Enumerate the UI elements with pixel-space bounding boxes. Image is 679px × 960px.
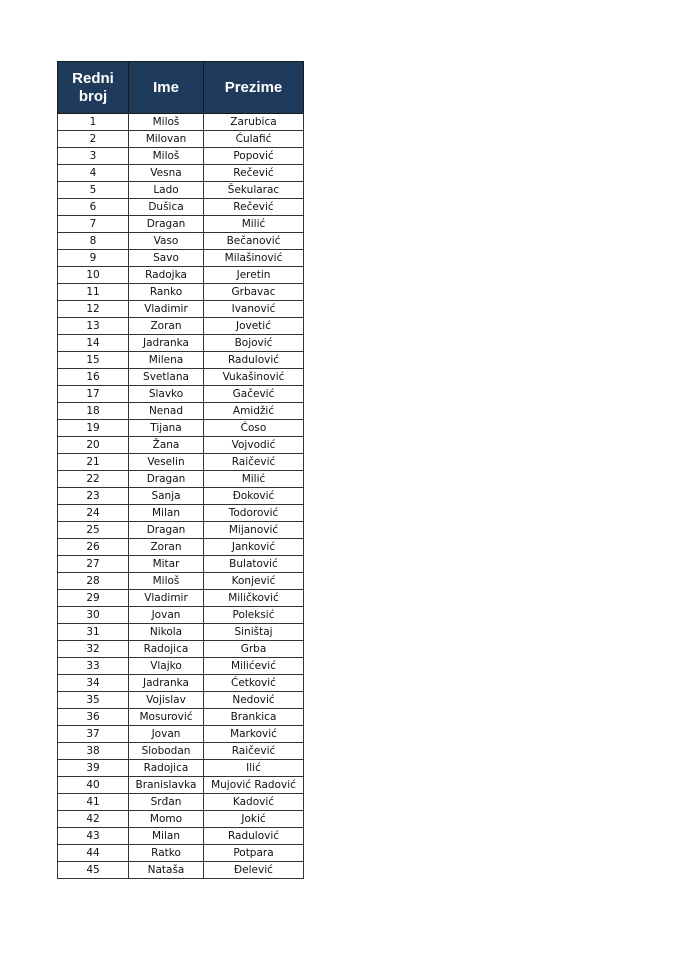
cell-redni-broj: 2 bbox=[58, 131, 129, 148]
cell-prezime: Zarubica bbox=[204, 114, 304, 131]
cell-prezime: Milašinović bbox=[204, 250, 304, 267]
cell-redni-broj: 9 bbox=[58, 250, 129, 267]
cell-redni-broj: 14 bbox=[58, 335, 129, 352]
table-row bbox=[58, 301, 304, 318]
table-row bbox=[58, 335, 304, 352]
cell-prezime: Milić bbox=[204, 216, 304, 233]
table-row bbox=[58, 522, 304, 539]
table-row bbox=[58, 403, 304, 420]
cell-ime: Zoran bbox=[129, 318, 204, 335]
cell-ime: Dragan bbox=[129, 471, 204, 488]
cell-prezime: Radulović bbox=[204, 352, 304, 369]
cell-ime: Lado bbox=[129, 182, 204, 199]
cell-redni-broj: 26 bbox=[58, 539, 129, 556]
cell-prezime: Radulović bbox=[204, 828, 304, 845]
table-row bbox=[58, 607, 304, 624]
cell-ime: Zoran bbox=[129, 539, 204, 556]
cell-redni-broj: 18 bbox=[58, 403, 129, 420]
cell-ime: Jadranka bbox=[129, 675, 204, 692]
table-row bbox=[58, 845, 304, 862]
cell-prezime: Đoković bbox=[204, 488, 304, 505]
cell-ime: Milan bbox=[129, 828, 204, 845]
table-row bbox=[58, 182, 304, 199]
table-row bbox=[58, 267, 304, 284]
cell-redni-broj: 45 bbox=[58, 862, 129, 879]
cell-redni-broj: 21 bbox=[58, 454, 129, 471]
cell-ime: Jovan bbox=[129, 607, 204, 624]
cell-ime: Sanja bbox=[129, 488, 204, 505]
cell-prezime: Grbavac bbox=[204, 284, 304, 301]
cell-ime: Dragan bbox=[129, 522, 204, 539]
table-row bbox=[58, 114, 304, 131]
cell-redni-broj: 42 bbox=[58, 811, 129, 828]
cell-ime: Milovan bbox=[129, 131, 204, 148]
cell-redni-broj: 6 bbox=[58, 199, 129, 216]
cell-redni-broj: 7 bbox=[58, 216, 129, 233]
table-row bbox=[58, 250, 304, 267]
cell-prezime: Popović bbox=[204, 148, 304, 165]
cell-prezime: Raičević bbox=[204, 454, 304, 471]
table-body bbox=[58, 114, 304, 879]
cell-prezime: Todorović bbox=[204, 505, 304, 522]
table-row bbox=[58, 318, 304, 335]
table-row bbox=[58, 556, 304, 573]
cell-prezime: Vojvodić bbox=[204, 437, 304, 454]
cell-ime: Momo bbox=[129, 811, 204, 828]
cell-ime: Svetlana bbox=[129, 369, 204, 386]
cell-prezime: Rečević bbox=[204, 165, 304, 182]
cell-redni-broj: 37 bbox=[58, 726, 129, 743]
cell-redni-broj: 19 bbox=[58, 420, 129, 437]
table-row bbox=[58, 216, 304, 233]
cell-prezime: Poleksić bbox=[204, 607, 304, 624]
cell-ime: Tijana bbox=[129, 420, 204, 437]
cell-redni-broj: 17 bbox=[58, 386, 129, 403]
cell-ime: Srđan bbox=[129, 794, 204, 811]
cell-prezime: Brankica bbox=[204, 709, 304, 726]
cell-ime: Milena bbox=[129, 352, 204, 369]
cell-redni-broj: 35 bbox=[58, 692, 129, 709]
cell-redni-broj: 8 bbox=[58, 233, 129, 250]
table-row bbox=[58, 811, 304, 828]
cell-prezime: Kadović bbox=[204, 794, 304, 811]
table-row bbox=[58, 539, 304, 556]
table-row bbox=[58, 862, 304, 879]
cell-prezime: Šekularac bbox=[204, 182, 304, 199]
cell-ime: Vesna bbox=[129, 165, 204, 182]
cell-redni-broj: 34 bbox=[58, 675, 129, 692]
cell-redni-broj: 29 bbox=[58, 590, 129, 607]
cell-ime: Dušica bbox=[129, 199, 204, 216]
cell-prezime: Rečević bbox=[204, 199, 304, 216]
table-row bbox=[58, 488, 304, 505]
cell-ime: Savo bbox=[129, 250, 204, 267]
table-row bbox=[58, 386, 304, 403]
cell-prezime: Konjević bbox=[204, 573, 304, 590]
cell-prezime: Marković bbox=[204, 726, 304, 743]
header-prezime: Prezime bbox=[204, 62, 304, 114]
table-row bbox=[58, 199, 304, 216]
table-row bbox=[58, 794, 304, 811]
table-row bbox=[58, 284, 304, 301]
cell-ime: Dragan bbox=[129, 216, 204, 233]
cell-redni-broj: 44 bbox=[58, 845, 129, 862]
cell-ime: Mosurović bbox=[129, 709, 204, 726]
table-row bbox=[58, 590, 304, 607]
cell-redni-broj: 20 bbox=[58, 437, 129, 454]
cell-prezime: Grba bbox=[204, 641, 304, 658]
cell-ime: Jovan bbox=[129, 726, 204, 743]
table-row bbox=[58, 471, 304, 488]
cell-prezime: Vukašinović bbox=[204, 369, 304, 386]
cell-ime: Radojica bbox=[129, 760, 204, 777]
cell-prezime: Siništaj bbox=[204, 624, 304, 641]
table-header bbox=[58, 62, 304, 114]
cell-prezime: Mujović Radović bbox=[204, 777, 304, 794]
cell-redni-broj: 16 bbox=[58, 369, 129, 386]
table-row bbox=[58, 454, 304, 471]
table-row bbox=[58, 760, 304, 777]
cell-ime: Milan bbox=[129, 505, 204, 522]
cell-redni-broj: 4 bbox=[58, 165, 129, 182]
cell-prezime: Potpara bbox=[204, 845, 304, 862]
cell-redni-broj: 41 bbox=[58, 794, 129, 811]
cell-ime: Jadranka bbox=[129, 335, 204, 352]
table-row bbox=[58, 675, 304, 692]
cell-redni-broj: 25 bbox=[58, 522, 129, 539]
cell-ime: Radojka bbox=[129, 267, 204, 284]
cell-redni-broj: 13 bbox=[58, 318, 129, 335]
header-redni-broj-label: Redni broj bbox=[72, 69, 114, 105]
table-row bbox=[58, 131, 304, 148]
table-row bbox=[58, 641, 304, 658]
table-row bbox=[58, 369, 304, 386]
table-row bbox=[58, 624, 304, 641]
table-row bbox=[58, 573, 304, 590]
cell-redni-broj: 32 bbox=[58, 641, 129, 658]
cell-prezime: Bojović bbox=[204, 335, 304, 352]
cell-prezime: Amidžić bbox=[204, 403, 304, 420]
table-row bbox=[58, 726, 304, 743]
cell-ime: Miloš bbox=[129, 114, 204, 131]
cell-redni-broj: 5 bbox=[58, 182, 129, 199]
table-row bbox=[58, 437, 304, 454]
cell-ime: Vladimir bbox=[129, 301, 204, 318]
cell-prezime: Miličković bbox=[204, 590, 304, 607]
cell-prezime: Jokić bbox=[204, 811, 304, 828]
cell-ime: Ratko bbox=[129, 845, 204, 862]
cell-redni-broj: 43 bbox=[58, 828, 129, 845]
cell-redni-broj: 38 bbox=[58, 743, 129, 760]
table-row bbox=[58, 233, 304, 250]
cell-ime: Nataša bbox=[129, 862, 204, 879]
cell-prezime: Bulatović bbox=[204, 556, 304, 573]
table-row bbox=[58, 743, 304, 760]
cell-redni-broj: 28 bbox=[58, 573, 129, 590]
cell-prezime: Ćetković bbox=[204, 675, 304, 692]
table-row bbox=[58, 658, 304, 675]
cell-redni-broj: 1 bbox=[58, 114, 129, 131]
cell-redni-broj: 31 bbox=[58, 624, 129, 641]
cell-redni-broj: 36 bbox=[58, 709, 129, 726]
cell-prezime: Ilić bbox=[204, 760, 304, 777]
cell-ime: Nenad bbox=[129, 403, 204, 420]
cell-ime: Vojislav bbox=[129, 692, 204, 709]
cell-ime: Nikola bbox=[129, 624, 204, 641]
cell-redni-broj: 10 bbox=[58, 267, 129, 284]
table-row bbox=[58, 420, 304, 437]
cell-redni-broj: 24 bbox=[58, 505, 129, 522]
table-row bbox=[58, 692, 304, 709]
cell-prezime: Nedović bbox=[204, 692, 304, 709]
cell-ime: Miloš bbox=[129, 573, 204, 590]
cell-redni-broj: 27 bbox=[58, 556, 129, 573]
cell-prezime: Gačević bbox=[204, 386, 304, 403]
cell-ime: Miloš bbox=[129, 148, 204, 165]
cell-ime: Slobodan bbox=[129, 743, 204, 760]
cell-ime: Branislavka bbox=[129, 777, 204, 794]
cell-ime: Žana bbox=[129, 437, 204, 454]
table-row bbox=[58, 828, 304, 845]
cell-ime: Mitar bbox=[129, 556, 204, 573]
cell-prezime: Jeretin bbox=[204, 267, 304, 284]
cell-prezime: Ćulafić bbox=[204, 131, 304, 148]
cell-redni-broj: 12 bbox=[58, 301, 129, 318]
header-row bbox=[58, 62, 304, 114]
cell-prezime: Bečanović bbox=[204, 233, 304, 250]
cell-ime: Vaso bbox=[129, 233, 204, 250]
cell-redni-broj: 33 bbox=[58, 658, 129, 675]
cell-ime: Vladimir bbox=[129, 590, 204, 607]
header-redni-broj bbox=[58, 62, 129, 114]
cell-ime: Radojica bbox=[129, 641, 204, 658]
cell-prezime: Đelević bbox=[204, 862, 304, 879]
header-ime: Ime bbox=[129, 62, 204, 114]
table-row bbox=[58, 148, 304, 165]
roster-table bbox=[57, 61, 304, 879]
cell-prezime: Mijanović bbox=[204, 522, 304, 539]
table-row bbox=[58, 505, 304, 522]
cell-prezime: Raičević bbox=[204, 743, 304, 760]
cell-redni-broj: 22 bbox=[58, 471, 129, 488]
cell-redni-broj: 23 bbox=[58, 488, 129, 505]
cell-ime: Slavko bbox=[129, 386, 204, 403]
cell-redni-broj: 39 bbox=[58, 760, 129, 777]
cell-ime: Veselin bbox=[129, 454, 204, 471]
cell-redni-broj: 40 bbox=[58, 777, 129, 794]
cell-prezime: Janković bbox=[204, 539, 304, 556]
cell-prezime: Jovetić bbox=[204, 318, 304, 335]
cell-prezime: Milić bbox=[204, 471, 304, 488]
cell-ime: Ranko bbox=[129, 284, 204, 301]
table-row bbox=[58, 352, 304, 369]
cell-ime: Vlajko bbox=[129, 658, 204, 675]
table-row bbox=[58, 709, 304, 726]
cell-prezime: Ćoso bbox=[204, 420, 304, 437]
cell-redni-broj: 11 bbox=[58, 284, 129, 301]
cell-redni-broj: 3 bbox=[58, 148, 129, 165]
table-row bbox=[58, 777, 304, 794]
cell-prezime: Ivanović bbox=[204, 301, 304, 318]
cell-redni-broj: 15 bbox=[58, 352, 129, 369]
cell-redni-broj: 30 bbox=[58, 607, 129, 624]
table-row bbox=[58, 165, 304, 182]
cell-prezime: Milićević bbox=[204, 658, 304, 675]
